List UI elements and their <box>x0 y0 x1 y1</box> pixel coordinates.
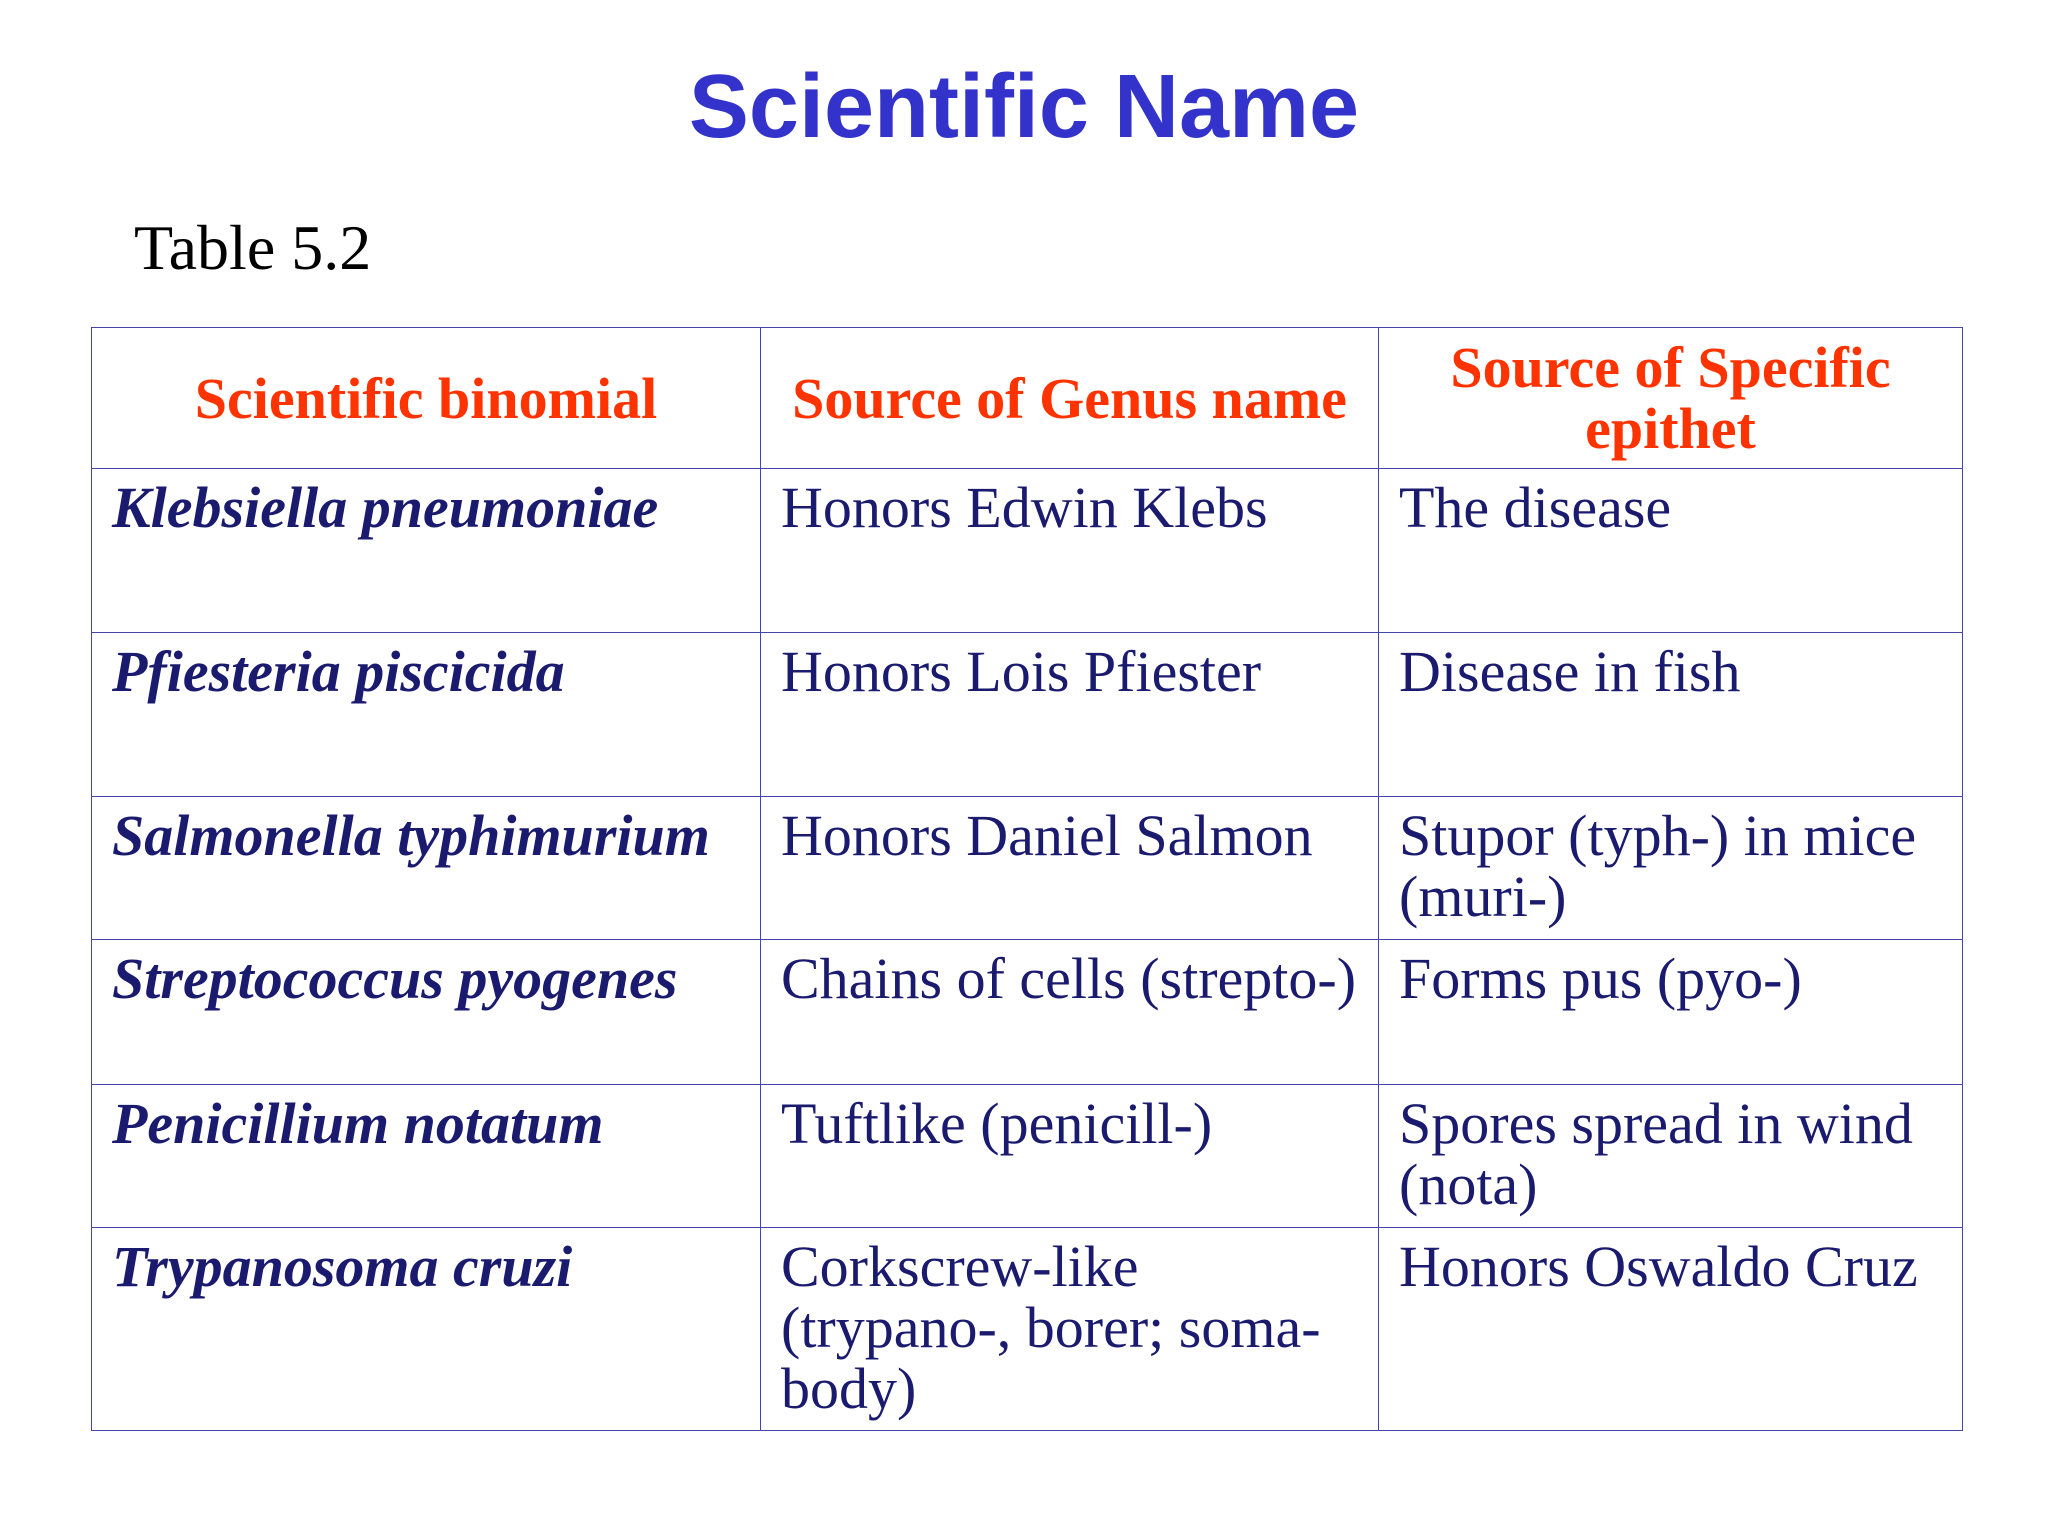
genus-source-cell: Honors Lois Pfiester <box>761 633 1379 797</box>
genus-source-cell: Honors Edwin Klebs <box>761 469 1379 633</box>
header-source-of-specific-epithet: Source of Specific epithet <box>1379 328 1963 469</box>
genus-source-cell: Honors Daniel Salmon <box>761 797 1379 940</box>
epithet-source-cell: Spores spread in wind (nota) <box>1379 1085 1963 1228</box>
epithet-source-cell: Stupor (typh-) in mice (muri-) <box>1379 797 1963 940</box>
table-row <box>92 797 1963 940</box>
table-caption: Table 5.2 <box>134 212 372 283</box>
binomial-cell: Penicillium notatum <box>92 1085 761 1228</box>
binomial-cell: Salmonella typhimurium <box>92 797 761 940</box>
epithet-source-cell: Forms pus (pyo-) <box>1379 940 1963 1085</box>
genus-source-cell: Chains of cells (strepto-) <box>761 940 1379 1085</box>
table-header-row <box>92 328 1963 469</box>
table-row <box>92 633 1963 797</box>
table-row <box>92 940 1963 1085</box>
scientific-name-table <box>91 327 1963 1431</box>
binomial-cell: Pfiesteria piscicida <box>92 633 761 797</box>
epithet-source-cell: Honors Oswaldo Cruz <box>1379 1228 1963 1431</box>
binomial-cell: Trypanosoma cruzi <box>92 1228 761 1431</box>
header-source-of-genus-name: Source of Genus name <box>761 328 1379 469</box>
epithet-source-cell: Disease in fish <box>1379 633 1963 797</box>
epithet-source-cell: The disease <box>1379 469 1963 633</box>
slide-title: Scientific Name <box>688 57 1360 157</box>
table-row <box>92 469 1963 633</box>
binomial-cell: Klebsiella pneumoniae <box>92 469 761 633</box>
table-row <box>92 1228 1963 1431</box>
genus-source-cell: Corkscrew-like (trypano-, borer; soma-body) <box>761 1228 1379 1431</box>
table-row <box>92 1085 1963 1228</box>
header-scientific-binomial: Scientific binomial <box>92 328 761 469</box>
genus-source-cell: Tuftlike (penicill-) <box>761 1085 1379 1228</box>
binomial-cell: Streptococcus pyogenes <box>92 940 761 1085</box>
